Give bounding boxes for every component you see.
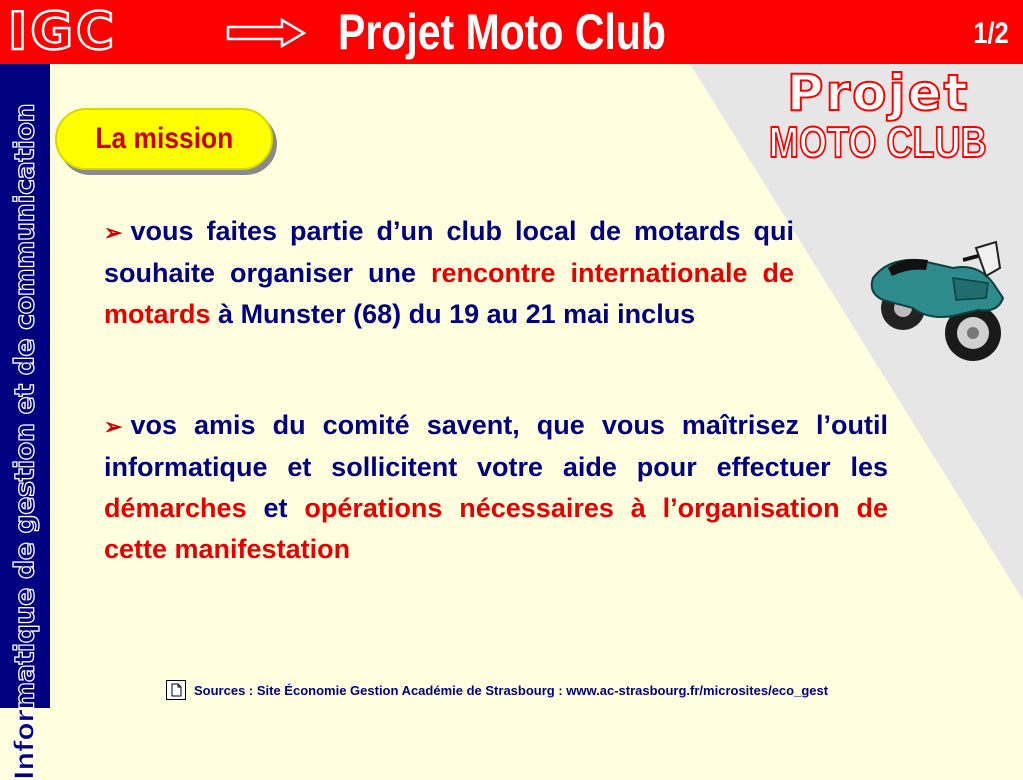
mission-button-label: La mission: [95, 122, 233, 155]
paragraph-1: [104, 211, 794, 335]
igc-logo: IGC: [8, 2, 118, 62]
paragraph-2-highlight-2: opérations nécessaires à l’organisation de cette manifestation: [104, 493, 888, 564]
mission-button[interactable]: [55, 108, 273, 170]
paragraph-1-highlight: rencontre internationale de motards: [104, 258, 794, 329]
footer-sources: [166, 680, 828, 700]
footer-sources-text: Sources : Site Économie Gestion Académie de Strasbourg : www.ac-strasbourg.fr/microsites/eco_gest: [194, 682, 829, 698]
paragraph-2-text: vos amis du comité savent, que vous maîtrisez l’outil informatique et sollicitent votre aide pour effectuer les: [104, 410, 888, 482]
corner-title: [745, 64, 1011, 168]
paragraph-2: [104, 405, 888, 570]
paragraph-1-text: vous faites partie d’un club local de motards qui souhaite organiser une: [104, 216, 794, 288]
paragraph-1-text-end: à Munster (68) du 19 au 21 mai inclus: [218, 299, 696, 329]
corner-title-line2: MOTO CLUB: [769, 118, 988, 167]
paragraph-2-highlight-1: démarches: [104, 493, 247, 523]
motorcycle-icon: [858, 238, 1018, 368]
bullet-arrow-icon: ➢: [104, 414, 123, 439]
bullet-arrow-icon: ➢: [104, 220, 123, 245]
paragraph-2-text-mid: et: [263, 493, 288, 523]
page-title: Projet Moto Club: [338, 4, 666, 60]
document-icon: [166, 680, 186, 700]
page-indicator: 1/2: [973, 17, 1009, 50]
sidebar-vertical-text: Informatique de gestion et de communication: [9, 103, 41, 780]
left-sidebar: [0, 64, 50, 780]
header-bar: [0, 0, 1023, 64]
right-arrow-icon: [226, 18, 306, 48]
corner-title-line1: Projet: [786, 64, 970, 122]
